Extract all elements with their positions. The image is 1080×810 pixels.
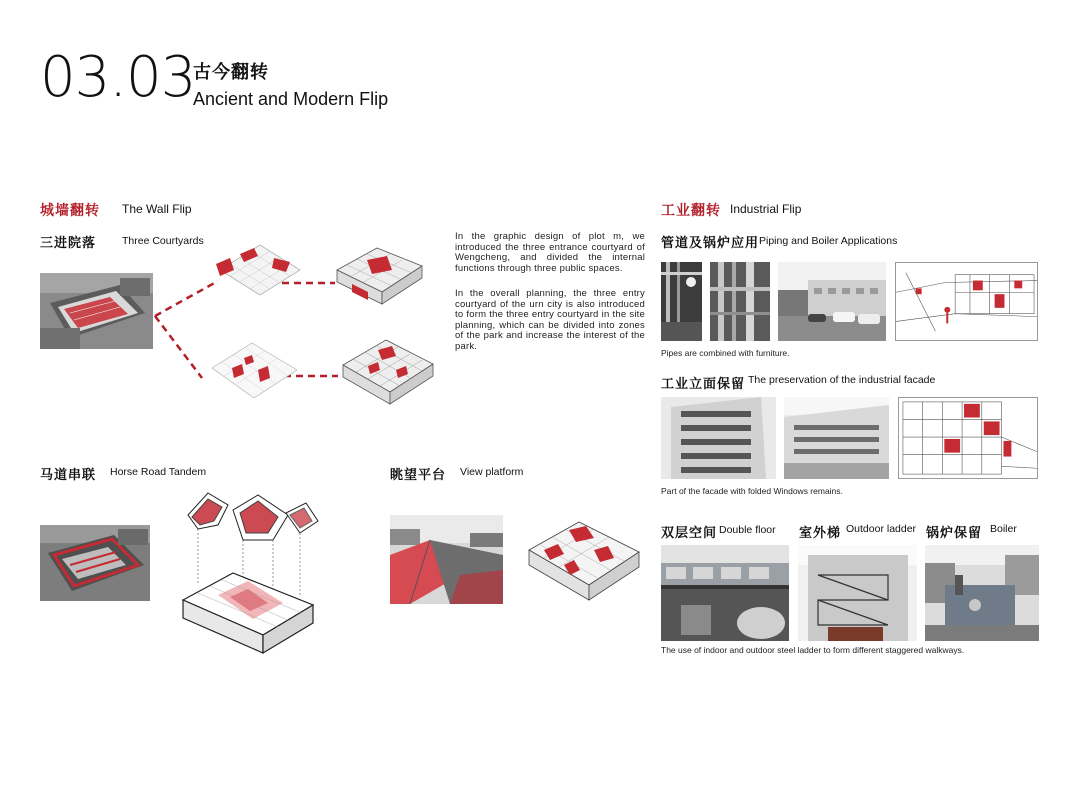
double-floor-en: Double floor (719, 524, 776, 536)
industrial-flip-title-cn: 工业翻转 (661, 203, 721, 219)
facade-cn: 工业立面保留 (661, 377, 746, 392)
photo-industrial-street (778, 262, 886, 341)
sketch-pipe-furniture (895, 262, 1038, 341)
photo-facade-1 (661, 397, 776, 479)
facade-en: The preservation of the industrial facade (748, 374, 936, 386)
horse-road-en: Horse Road Tandem (110, 466, 207, 478)
courtyard-axon-diagrams (150, 238, 440, 423)
photo-facade-2 (784, 397, 889, 479)
photo-view-platform (390, 515, 503, 604)
boiler-en: Boiler (990, 523, 1017, 535)
wall-flip-paragraph-1: In the graphic design of plot m, we introduced the three entrance courtyard of Wengcheng, and divided the internal functions through three public spaces. (455, 231, 645, 274)
photo-outdoor-ladder (798, 545, 917, 641)
outdoor-ladder-cn: 室外梯 (799, 526, 842, 541)
three-courtyards-cn: 三进院落 (40, 236, 97, 251)
view-platform-cn: 眺望平台 (390, 468, 447, 483)
three-courtyards-en: Three Courtyards (122, 235, 204, 247)
piping-cn: 管道及锅炉应用 (661, 236, 760, 251)
facade-caption: Part of the facade with folded Windows remains. (661, 486, 843, 496)
view-platform-en: View platform (460, 466, 524, 478)
industrial-flip-title-en: Industrial Flip (730, 202, 802, 216)
piping-caption: Pipes are combined with furniture. (661, 348, 790, 358)
walkway-caption: The use of indoor and outdoor steel ladder to form different staggered walkways. (661, 645, 965, 655)
photo-double-floor (661, 545, 789, 641)
section-title-en: Ancient and Modern Flip (193, 89, 389, 109)
photo-boiler (925, 545, 1039, 641)
piping-en: Piping and Boiler Applications (759, 235, 898, 247)
horse-road-axon-diagram (178, 485, 323, 657)
horse-road-cn: 马道串联 (40, 468, 97, 483)
section-number: 03.03 (40, 45, 196, 110)
photo-pipes-1 (661, 262, 702, 341)
double-floor-cn: 双层空间 (661, 526, 718, 541)
wall-flip-paragraph-2: In the overall planning, the three entry courtyard of the urn city is also introduced to form the three entry courtyard in the site planning, which can be divided into zones of the park and increase the interest of the park. (455, 288, 645, 352)
view-platform-axon-diagram (524, 510, 644, 615)
wall-flip-title-cn: 城墙翻转 (40, 203, 100, 219)
outdoor-ladder-en: Outdoor ladder (846, 523, 917, 535)
aerial-photo-courtyards (40, 273, 153, 349)
aerial-photo-horse-road (40, 525, 150, 601)
photo-pipes-2 (710, 262, 770, 341)
section-title-cn: 古今翻转 (193, 62, 269, 83)
wall-flip-title-en: The Wall Flip (122, 202, 192, 216)
boiler-cn: 锅炉保留 (926, 526, 983, 541)
sketch-facade (898, 397, 1038, 479)
